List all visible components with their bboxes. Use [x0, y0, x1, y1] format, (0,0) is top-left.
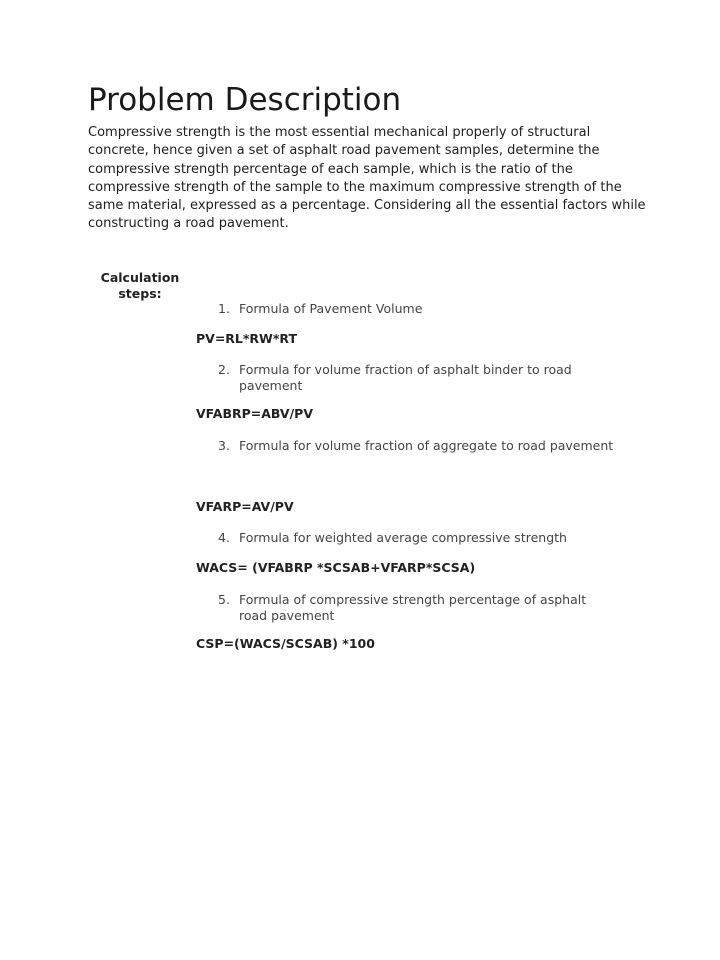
- step-number: 5.: [218, 592, 230, 607]
- step-item-3: [218, 438, 618, 454]
- step-item-5: [218, 592, 618, 624]
- formula-asphalt-binder-fraction: VFABRP=ABV/PV: [196, 406, 314, 421]
- problem-description: Compressive strength is the most essential mechanical properly of structural concrete, hence given a set of asphalt road pavement samples, determine the compressive strength percentage of each sample, which is the ratio of the compressive strength of the sample to the maximum compressive strength of the same material, expressed as a percentage. Considering all the essential factors while constructing a road pavement.: [88, 125, 646, 232]
- step-item-4: [218, 530, 618, 546]
- page-title: Problem Description: [88, 82, 402, 118]
- step-number: 3.: [218, 438, 230, 453]
- formula-strength-percentage: CSP=(WACS/SCSAB) *100: [196, 636, 375, 651]
- formula-aggregate-fraction: VFARP=AV/PV: [196, 499, 294, 514]
- step-number: 2.: [218, 362, 230, 377]
- step-number: 4.: [218, 530, 230, 545]
- formula-weighted-average-strength: WACS= (VFABRP *SCSAB+VFARP*SCSA): [196, 560, 476, 575]
- step-text: Formula for volume fraction of aggregate to road pavement: [239, 438, 614, 453]
- calculation-steps-label: Calculation steps:: [100, 270, 180, 301]
- step-item-2: [218, 362, 618, 394]
- formula-pavement-volume: PV=RL*RW*RT: [196, 331, 297, 346]
- step-text: Formula for volume fraction of asphalt binder to road pavement: [239, 362, 572, 393]
- step-item-1: [218, 301, 618, 317]
- step-text: Formula for weighted average compressive strength: [239, 530, 567, 545]
- step-number: 1.: [218, 301, 230, 316]
- step-text: Formula of compressive strength percentage of asphalt road pavement: [239, 592, 587, 623]
- step-text: Formula of Pavement Volume: [239, 301, 423, 316]
